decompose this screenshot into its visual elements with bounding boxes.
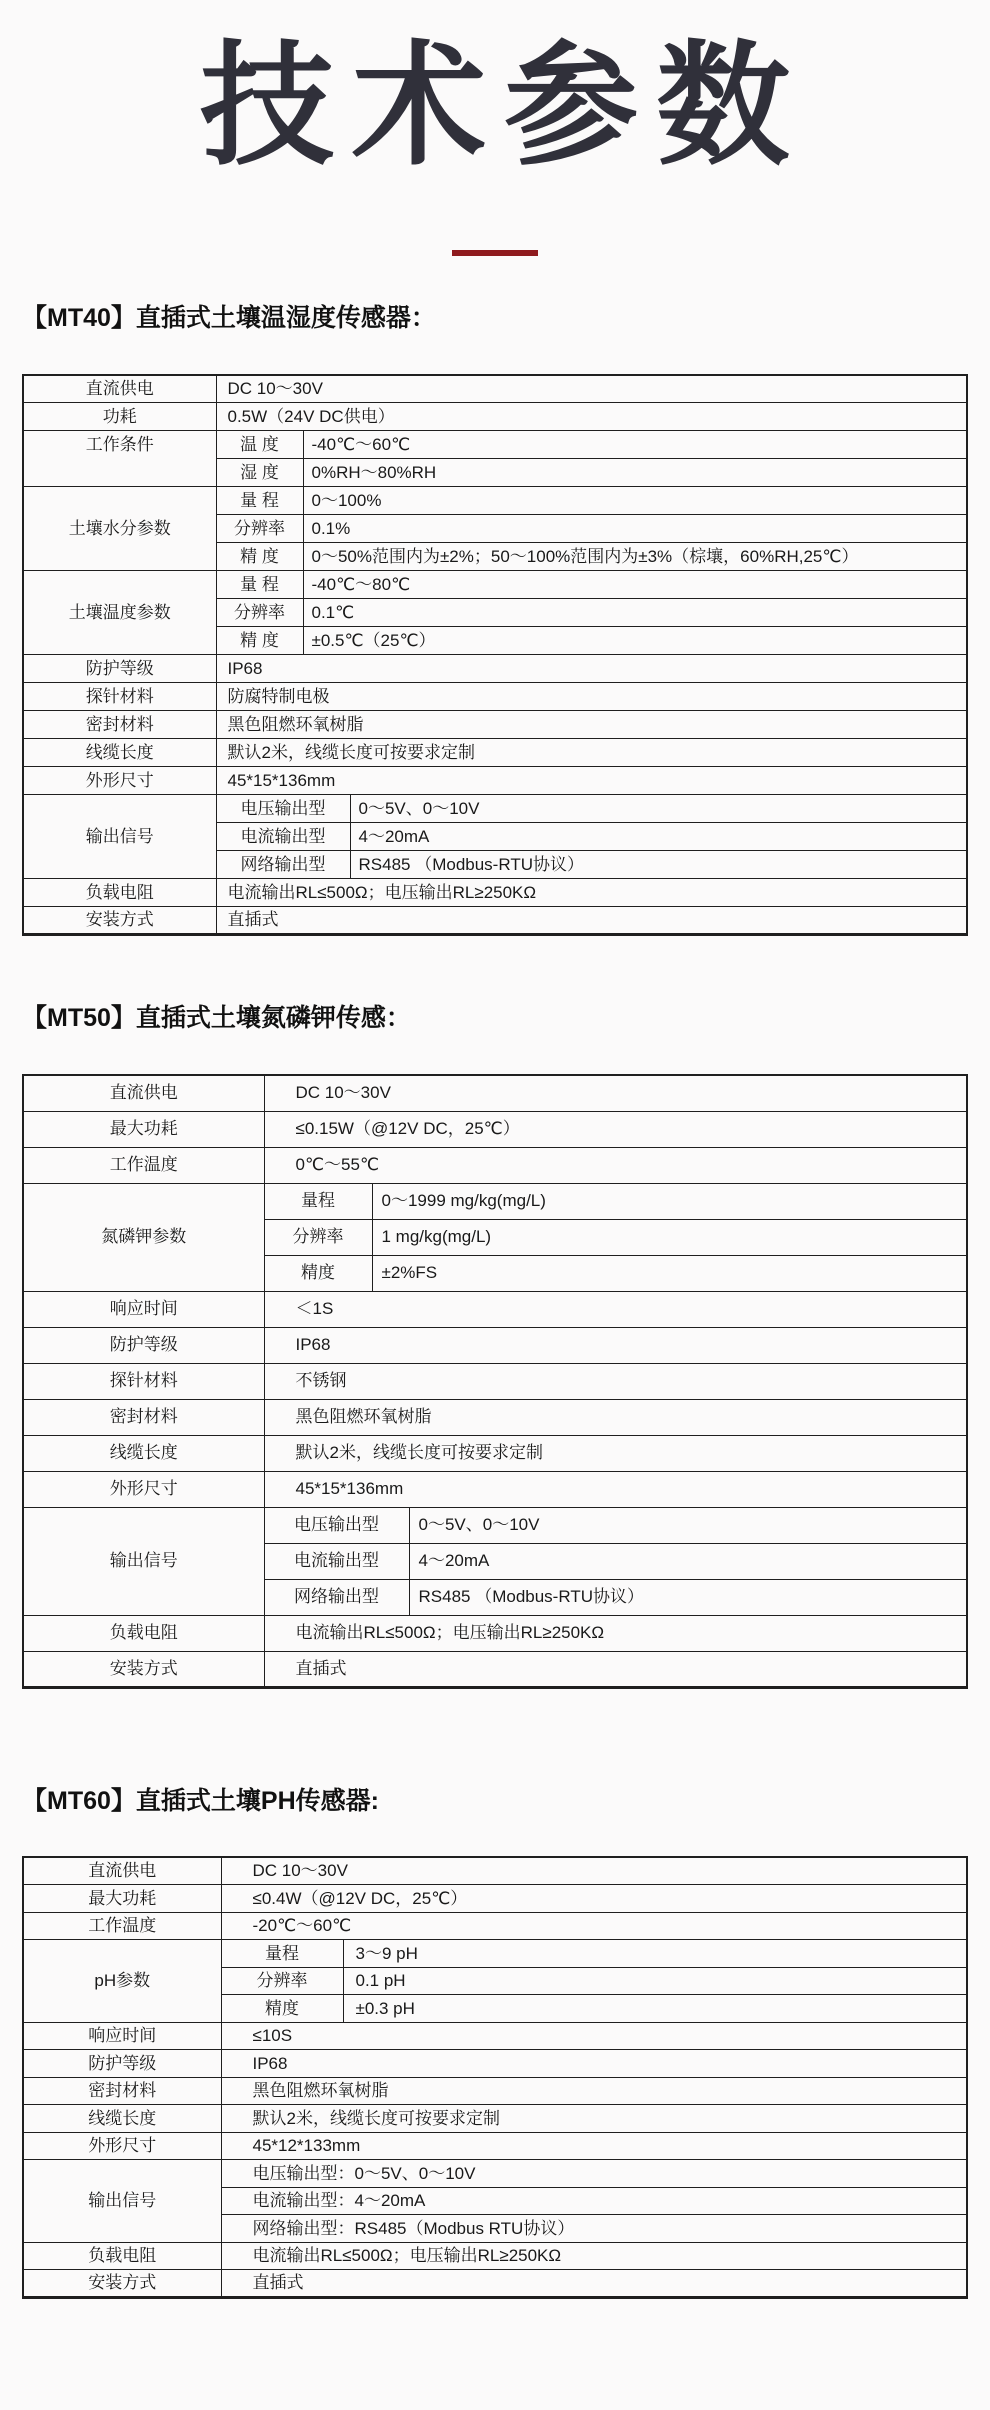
spec-subparam-cell: 分辨率 bbox=[216, 599, 303, 627]
spec-label-cell: 工作条件 bbox=[23, 431, 216, 487]
table-row bbox=[23, 1651, 967, 1687]
table-row bbox=[23, 2242, 967, 2270]
spec-subparam-cell: 分辨率 bbox=[216, 515, 303, 543]
table-row bbox=[23, 683, 967, 711]
spec-value-cell: 0～100% bbox=[303, 487, 967, 515]
table-row bbox=[23, 2270, 967, 2298]
spec-label-cell: 响应时间 bbox=[23, 1291, 264, 1327]
spec-value-cell: 0.1 pH bbox=[343, 1967, 967, 1995]
table-row bbox=[23, 767, 967, 795]
spec-subparam-cell: 电流输出型 bbox=[264, 1543, 409, 1579]
spec-label-cell: 直流供电 bbox=[23, 1075, 264, 1111]
section-mt60 bbox=[0, 1785, 990, 2299]
spec-label-cell: 最大功耗 bbox=[23, 1111, 264, 1147]
spec-subparam-cell: 量程 bbox=[221, 1940, 343, 1968]
spec-value-cell: -20℃～60℃ bbox=[221, 1912, 967, 1940]
spec-subparam-cell: 量程 bbox=[264, 1183, 372, 1219]
spec-value-cell: RS485 （Modbus-RTU协议） bbox=[350, 851, 967, 879]
table-row bbox=[23, 2022, 967, 2050]
spec-value-cell: IP68 bbox=[216, 655, 967, 683]
page-title: 技术参数 bbox=[199, 32, 808, 181]
spec-label-cell: 防护等级 bbox=[23, 655, 216, 683]
table-row bbox=[23, 2077, 967, 2105]
spec-subparam-cell: 湿 度 bbox=[216, 459, 303, 487]
spec-table-mt40 bbox=[22, 374, 968, 937]
table-row bbox=[23, 907, 967, 935]
section-heading-mt50: 【MT50】直插式土壤氮磷钾传感： bbox=[22, 1004, 411, 1033]
spec-label-cell: 功耗 bbox=[23, 403, 216, 431]
spec-label-cell: 线缆长度 bbox=[23, 2105, 221, 2133]
spec-value-cell: 0～5V、0～10V bbox=[350, 795, 967, 823]
spec-value-cell: ＜1S bbox=[264, 1291, 967, 1327]
spec-label-cell: 最大功耗 bbox=[23, 1885, 221, 1913]
spec-value-cell: 4～20mA bbox=[409, 1543, 967, 1579]
spec-subparam-cell: 电压输出型 bbox=[216, 795, 350, 823]
table-row bbox=[23, 2132, 967, 2160]
spec-value-cell: 0℃～55℃ bbox=[264, 1147, 967, 1183]
spec-value-cell: 1 mg/kg(mg/L) bbox=[372, 1219, 967, 1255]
spec-subparam-cell: 精度 bbox=[221, 1995, 343, 2023]
table-row bbox=[23, 1857, 967, 1885]
spec-label-cell: 安装方式 bbox=[23, 2270, 221, 2298]
spec-value-cell: 4～20mA bbox=[350, 823, 967, 851]
spec-subparam-cell: 分辨率 bbox=[221, 1967, 343, 1995]
table-row bbox=[23, 655, 967, 683]
spec-value-cell: 0.1% bbox=[303, 515, 967, 543]
spec-value-cell: DC 10～30V bbox=[264, 1075, 967, 1111]
spec-label-cell: 密封材料 bbox=[23, 2077, 221, 2105]
table-row bbox=[23, 1399, 967, 1435]
spec-label-cell: 密封材料 bbox=[23, 711, 216, 739]
table-row bbox=[23, 1615, 967, 1651]
spec-subparam-cell: 量 程 bbox=[216, 571, 303, 599]
section-mt40 bbox=[0, 302, 990, 936]
spec-value-cell: DC 10～30V bbox=[216, 375, 967, 403]
spec-value-cell: 0%RH～80%RH bbox=[303, 459, 967, 487]
spec-label-cell: 工作温度 bbox=[23, 1912, 221, 1940]
spec-value-cell: 45*15*136mm bbox=[264, 1471, 967, 1507]
table-row bbox=[23, 1940, 967, 1968]
table-row bbox=[23, 1111, 967, 1147]
spec-label-cell: 输出信号 bbox=[23, 2160, 221, 2243]
spec-value-cell: 默认2米，线缆长度可按要求定制 bbox=[221, 2105, 967, 2133]
section-heading-mt40: 【MT40】直插式土壤温湿度传感器： bbox=[22, 304, 436, 333]
table-row bbox=[23, 2105, 967, 2133]
spec-value-cell: IP68 bbox=[264, 1327, 967, 1363]
spec-label-cell: 负载电阻 bbox=[23, 2242, 221, 2270]
spec-subparam-cell: 分辨率 bbox=[264, 1219, 372, 1255]
table-row bbox=[23, 1183, 967, 1219]
table-row bbox=[23, 1327, 967, 1363]
table-row bbox=[23, 1363, 967, 1399]
table-row bbox=[23, 487, 967, 515]
spec-value-cell: ≤10S bbox=[221, 2022, 967, 2050]
spec-subparam-cell: 温 度 bbox=[216, 431, 303, 459]
spec-value-cell: 直插式 bbox=[216, 907, 967, 935]
spec-label-cell: 外形尺寸 bbox=[23, 1471, 264, 1507]
spec-value-cell: 黑色阻燃环氧树脂 bbox=[221, 2077, 967, 2105]
spec-sheet bbox=[0, 30, 990, 2299]
spec-label-cell: 土壤水分参数 bbox=[23, 487, 216, 571]
spec-value-cell: ±0.3 pH bbox=[343, 1995, 967, 2023]
spec-label-cell: 线缆长度 bbox=[23, 1435, 264, 1471]
spec-label-cell: 防护等级 bbox=[23, 2050, 221, 2078]
spec-subparam-cell: 电压输出型 bbox=[264, 1507, 409, 1543]
table-row bbox=[23, 2160, 967, 2188]
spec-value-cell: 45*12*133mm bbox=[221, 2132, 967, 2160]
spec-label-cell: 响应时间 bbox=[23, 2022, 221, 2050]
table-row bbox=[23, 375, 967, 403]
table-row bbox=[23, 1885, 967, 1913]
spec-label-cell: 探针材料 bbox=[23, 1363, 264, 1399]
table-row bbox=[23, 431, 967, 459]
table-row bbox=[23, 879, 967, 907]
spec-subparam-cell: 电流输出型 bbox=[216, 823, 350, 851]
spec-label-cell: 安装方式 bbox=[23, 1651, 264, 1687]
spec-value-cell: DC 10～30V bbox=[221, 1857, 967, 1885]
table-row bbox=[23, 739, 967, 767]
table-row bbox=[23, 1075, 967, 1111]
spec-subparam-cell: 网络输出型 bbox=[216, 851, 350, 879]
spec-label-cell: 土壤温度参数 bbox=[23, 571, 216, 655]
table-row bbox=[23, 795, 967, 823]
spec-value-cell: ≤0.15W（@12V DC，25℃） bbox=[264, 1111, 967, 1147]
spec-value-cell: 直插式 bbox=[221, 2270, 967, 2298]
table-row bbox=[23, 1912, 967, 1940]
spec-value-cell: 黑色阻燃环氧树脂 bbox=[216, 711, 967, 739]
spec-value-cell: 防腐特制电极 bbox=[216, 683, 967, 711]
spec-value-cell: 0～5V、0～10V bbox=[409, 1507, 967, 1543]
spec-value-cell: 直插式 bbox=[264, 1651, 967, 1687]
spec-value-cell: 0～1999 mg/kg(mg/L) bbox=[372, 1183, 967, 1219]
spec-value-cell: ±2%FS bbox=[372, 1255, 967, 1291]
spec-value-cell: 默认2米，线缆长度可按要求定制 bbox=[264, 1435, 967, 1471]
spec-label-cell: 负载电阻 bbox=[23, 879, 216, 907]
table-row bbox=[23, 403, 967, 431]
spec-subparam-cell: 量 程 bbox=[216, 487, 303, 515]
table-row bbox=[23, 2050, 967, 2078]
table-row bbox=[23, 711, 967, 739]
spec-value-cell: 3～9 pH bbox=[343, 1940, 967, 1968]
spec-label-cell: 输出信号 bbox=[23, 1507, 264, 1615]
spec-value-cell: -40℃～60℃ bbox=[303, 431, 967, 459]
spec-value-cell: 0.5W（24V DC供电） bbox=[216, 403, 967, 431]
section-mt50 bbox=[0, 1002, 990, 1688]
spec-value-cell: ±0.5℃（25℃） bbox=[303, 627, 967, 655]
spec-label-cell: 外形尺寸 bbox=[23, 767, 216, 795]
spec-label-cell: 密封材料 bbox=[23, 1399, 264, 1435]
spec-value-cell: 电压输出型：0～5V、0～10V bbox=[221, 2160, 967, 2188]
spec-label-cell: 氮磷钾参数 bbox=[23, 1183, 264, 1291]
spec-value-cell: 电流输出RL≤500Ω；电压输出RL≥250KΩ bbox=[264, 1615, 967, 1651]
table-row bbox=[23, 1291, 967, 1327]
spec-label-cell: 输出信号 bbox=[23, 795, 216, 879]
table-row bbox=[23, 1435, 967, 1471]
spec-value-cell: 不锈钢 bbox=[264, 1363, 967, 1399]
spec-value-cell: ≤0.4W（@12V DC，25℃） bbox=[221, 1885, 967, 1913]
spec-value-cell: 电流输出RL≤500Ω；电压输出RL≥250KΩ bbox=[216, 879, 967, 907]
spec-label-cell: 负载电阻 bbox=[23, 1615, 264, 1651]
spec-label-cell: 直流供电 bbox=[23, 1857, 221, 1885]
table-row bbox=[23, 1147, 967, 1183]
spec-value-cell: 0～50%范围内为±2%；50～100%范围内为±3%（棕壤，60%RH,25℃） bbox=[303, 543, 967, 571]
spec-label-cell: 线缆长度 bbox=[23, 739, 216, 767]
spec-label-cell: 工作温度 bbox=[23, 1147, 264, 1183]
spec-value-cell: -40℃～80℃ bbox=[303, 571, 967, 599]
spec-value-cell: RS485 （Modbus-RTU协议） bbox=[409, 1579, 967, 1615]
section-heading-mt60: 【MT60】直插式土壤PH传感器: bbox=[22, 1786, 379, 1815]
spec-subparam-cell: 精 度 bbox=[216, 627, 303, 655]
table-row bbox=[23, 1471, 967, 1507]
spec-label-cell: 安装方式 bbox=[23, 907, 216, 935]
spec-value-cell: 电流输出型：4～20mA bbox=[221, 2187, 967, 2215]
spec-value-cell: 0.1℃ bbox=[303, 599, 967, 627]
spec-label-cell: pH参数 bbox=[23, 1940, 221, 2023]
spec-value-cell: IP68 bbox=[221, 2050, 967, 2078]
spec-value-cell: 黑色阻燃环氧树脂 bbox=[264, 1399, 967, 1435]
spec-subparam-cell: 精 度 bbox=[216, 543, 303, 571]
spec-label-cell: 外形尺寸 bbox=[23, 2132, 221, 2160]
table-row bbox=[23, 571, 967, 599]
spec-subparam-cell: 精度 bbox=[264, 1255, 372, 1291]
spec-label-cell: 直流供电 bbox=[23, 375, 216, 403]
spec-value-cell: 网络输出型：RS485（Modbus RTU协议） bbox=[221, 2215, 967, 2243]
spec-subparam-cell: 网络输出型 bbox=[264, 1579, 409, 1615]
spec-table-mt50 bbox=[22, 1074, 968, 1689]
title-divider bbox=[452, 250, 538, 256]
spec-label-cell: 探针材料 bbox=[23, 683, 216, 711]
spec-label-cell: 防护等级 bbox=[23, 1327, 264, 1363]
spec-value-cell: 45*15*136mm bbox=[216, 767, 967, 795]
spec-value-cell: 电流输出RL≤500Ω；电压输出RL≥250KΩ bbox=[221, 2242, 967, 2270]
spec-value-cell: 默认2米，线缆长度可按要求定制 bbox=[216, 739, 967, 767]
table-row bbox=[23, 1507, 967, 1543]
spec-table-mt60 bbox=[22, 1856, 968, 2299]
